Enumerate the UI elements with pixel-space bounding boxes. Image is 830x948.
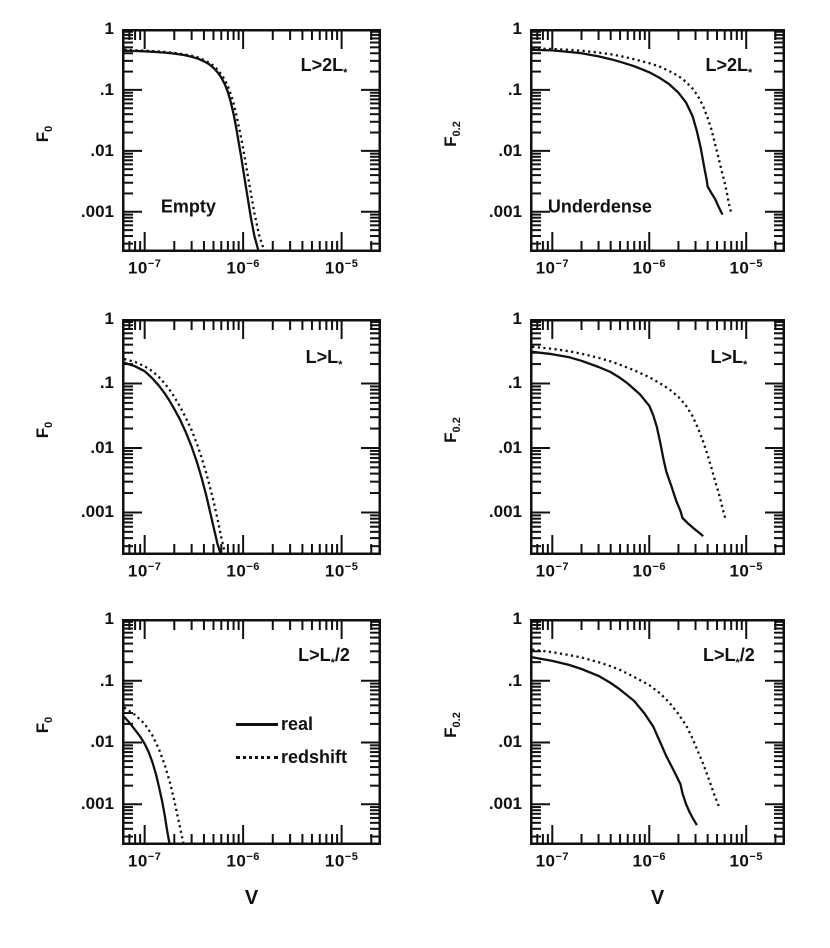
y-axis-title-sub: 0.2 [451, 417, 464, 433]
legend-label-real: real [280, 714, 313, 735]
x-tick-label: $10^{-7}$ [127, 258, 162, 278]
y-axis-title-main: F [32, 723, 52, 734]
plot-canvas [530, 619, 785, 845]
y-tick-label: .1 [99, 373, 114, 393]
y-tick-label: 1 [104, 609, 114, 628]
x-tick-label: $10^{-6}$ [226, 561, 260, 581]
axis-ticks [124, 621, 379, 843]
panel-label-text: L>L [298, 645, 331, 666]
y-axis-title-sub: 0.2 [451, 712, 464, 728]
y-axis-title-sub: 0.2 [451, 120, 464, 137]
x-tick-label: $10^{-7}$ [535, 561, 570, 581]
y-axis-title [441, 417, 463, 443]
x-tick-label: $10^{-5}$ [324, 561, 359, 581]
panel-label-sub: * [330, 657, 335, 670]
series-real-curve [532, 50, 722, 215]
series-redshift-curve [124, 359, 225, 552]
series-real-curve [124, 363, 220, 554]
series-redshift-curve [532, 347, 725, 519]
x-tick-label: $10^{-7}$ [535, 258, 570, 278]
panel-label-sub: * [343, 66, 348, 79]
x-tick-label: $10^{-5}$ [729, 258, 763, 278]
y-tick-label: .01 [498, 437, 522, 457]
y-axis-title-main: F [440, 727, 460, 739]
plot-canvas [122, 319, 381, 555]
x-axis-title: V [650, 887, 665, 909]
y-tick-label: .001 [80, 794, 114, 814]
y-axis-title-sub: 0 [43, 125, 56, 132]
series-real-curve [532, 352, 703, 536]
panel-label-sub: * [748, 66, 753, 79]
panel-label-post: /2 [334, 645, 350, 666]
panel-label-sub: * [743, 358, 748, 371]
panel-label-sub: * [735, 657, 740, 670]
panel-empty-half-Lstar [32, 609, 381, 909]
panel-label-text: L>2L [705, 55, 749, 76]
y-axis-title-main: F [32, 427, 52, 439]
y-tick-label: .1 [507, 373, 522, 393]
plot-canvas [122, 619, 381, 845]
y-tick-label: .1 [507, 670, 522, 690]
x-tick-label: $10^{-7}$ [127, 561, 162, 581]
y-tick-label: .01 [90, 140, 114, 160]
plot-canvas [530, 319, 785, 555]
x-tick-label: $10^{-5}$ [324, 851, 359, 871]
axis-ticks [124, 321, 379, 553]
y-axis-title [33, 717, 55, 734]
annotation-underdense: Underdense [547, 196, 652, 217]
y-tick-label: .001 [80, 201, 114, 221]
panel-underdense-Lstar [440, 309, 785, 581]
x-tick-label: $10^{-7}$ [535, 851, 570, 871]
x-axis-title: V [244, 887, 259, 909]
y-tick-label: .01 [498, 140, 522, 160]
y-tick-label: .1 [99, 670, 114, 690]
y-tick-label: 1 [512, 609, 522, 628]
x-tick-label: $10^{-6}$ [226, 258, 260, 278]
panel-label-text: L>2L [300, 55, 344, 76]
y-tick-label: .1 [507, 79, 522, 99]
y-tick-label: .01 [90, 437, 114, 457]
panel-underdense-L2Lstar [440, 19, 785, 278]
y-axis-title [33, 422, 55, 439]
x-tick-label: $10^{-6}$ [226, 851, 260, 871]
y-tick-label: .001 [488, 201, 522, 221]
panel-label-text: L>L [305, 347, 339, 368]
x-tick-label: $10^{-5}$ [729, 851, 763, 871]
legend-label-redshift: redshift [280, 747, 347, 768]
panel-underdense-half-Lstar [440, 609, 785, 909]
y-tick-label: .01 [90, 732, 114, 752]
axis-ticks [532, 31, 783, 250]
panel-label-sub: * [338, 358, 343, 371]
plot-canvas [530, 29, 785, 252]
x-tick-label: $10^{-6}$ [632, 851, 666, 871]
y-tick-label: .01 [498, 732, 522, 752]
x-tick-label: $10^{-7}$ [127, 851, 162, 871]
annotation-empty: Empty [160, 196, 216, 217]
y-axis-title [441, 121, 463, 147]
panel-empty-L2Lstar [32, 19, 381, 278]
axis-ticks [532, 621, 783, 843]
series-redshift-curve [532, 48, 732, 214]
y-axis-title-main: F [32, 131, 52, 143]
axis-ticks [532, 321, 783, 553]
y-tick-label: .001 [488, 794, 522, 814]
series-redshift-curve [532, 650, 719, 808]
x-tick-label: $10^{-5}$ [324, 258, 359, 278]
panel-label-text: L>L [702, 645, 736, 666]
series-redshift-curve [124, 50, 264, 250]
y-tick-label: 1 [104, 309, 114, 328]
panel-empty-Lstar [32, 309, 381, 581]
y-tick-label: .001 [80, 502, 114, 522]
y-axis-title-main: F [440, 432, 460, 443]
panel-label-text: L>L [710, 347, 744, 368]
y-tick-label: .001 [488, 502, 522, 522]
x-tick-label: $10^{-5}$ [729, 561, 763, 581]
series-real-curve [532, 657, 697, 825]
y-axis-title-sub: 0 [43, 716, 56, 724]
y-axis-title-sub: 0 [43, 421, 56, 428]
plot-canvas [122, 29, 381, 252]
series-real-curve [124, 51, 258, 250]
y-axis-title [33, 126, 55, 143]
x-tick-label: $10^{-6}$ [632, 258, 666, 278]
x-tick-label: $10^{-6}$ [632, 561, 666, 581]
y-tick-label: 1 [512, 309, 522, 328]
y-axis-title [441, 712, 463, 738]
y-tick-label: 1 [104, 19, 114, 38]
y-tick-label: .1 [99, 79, 114, 99]
y-tick-label: 1 [512, 19, 522, 38]
panel-label-post: /2 [739, 645, 755, 666]
y-axis-title-main: F [440, 136, 460, 147]
